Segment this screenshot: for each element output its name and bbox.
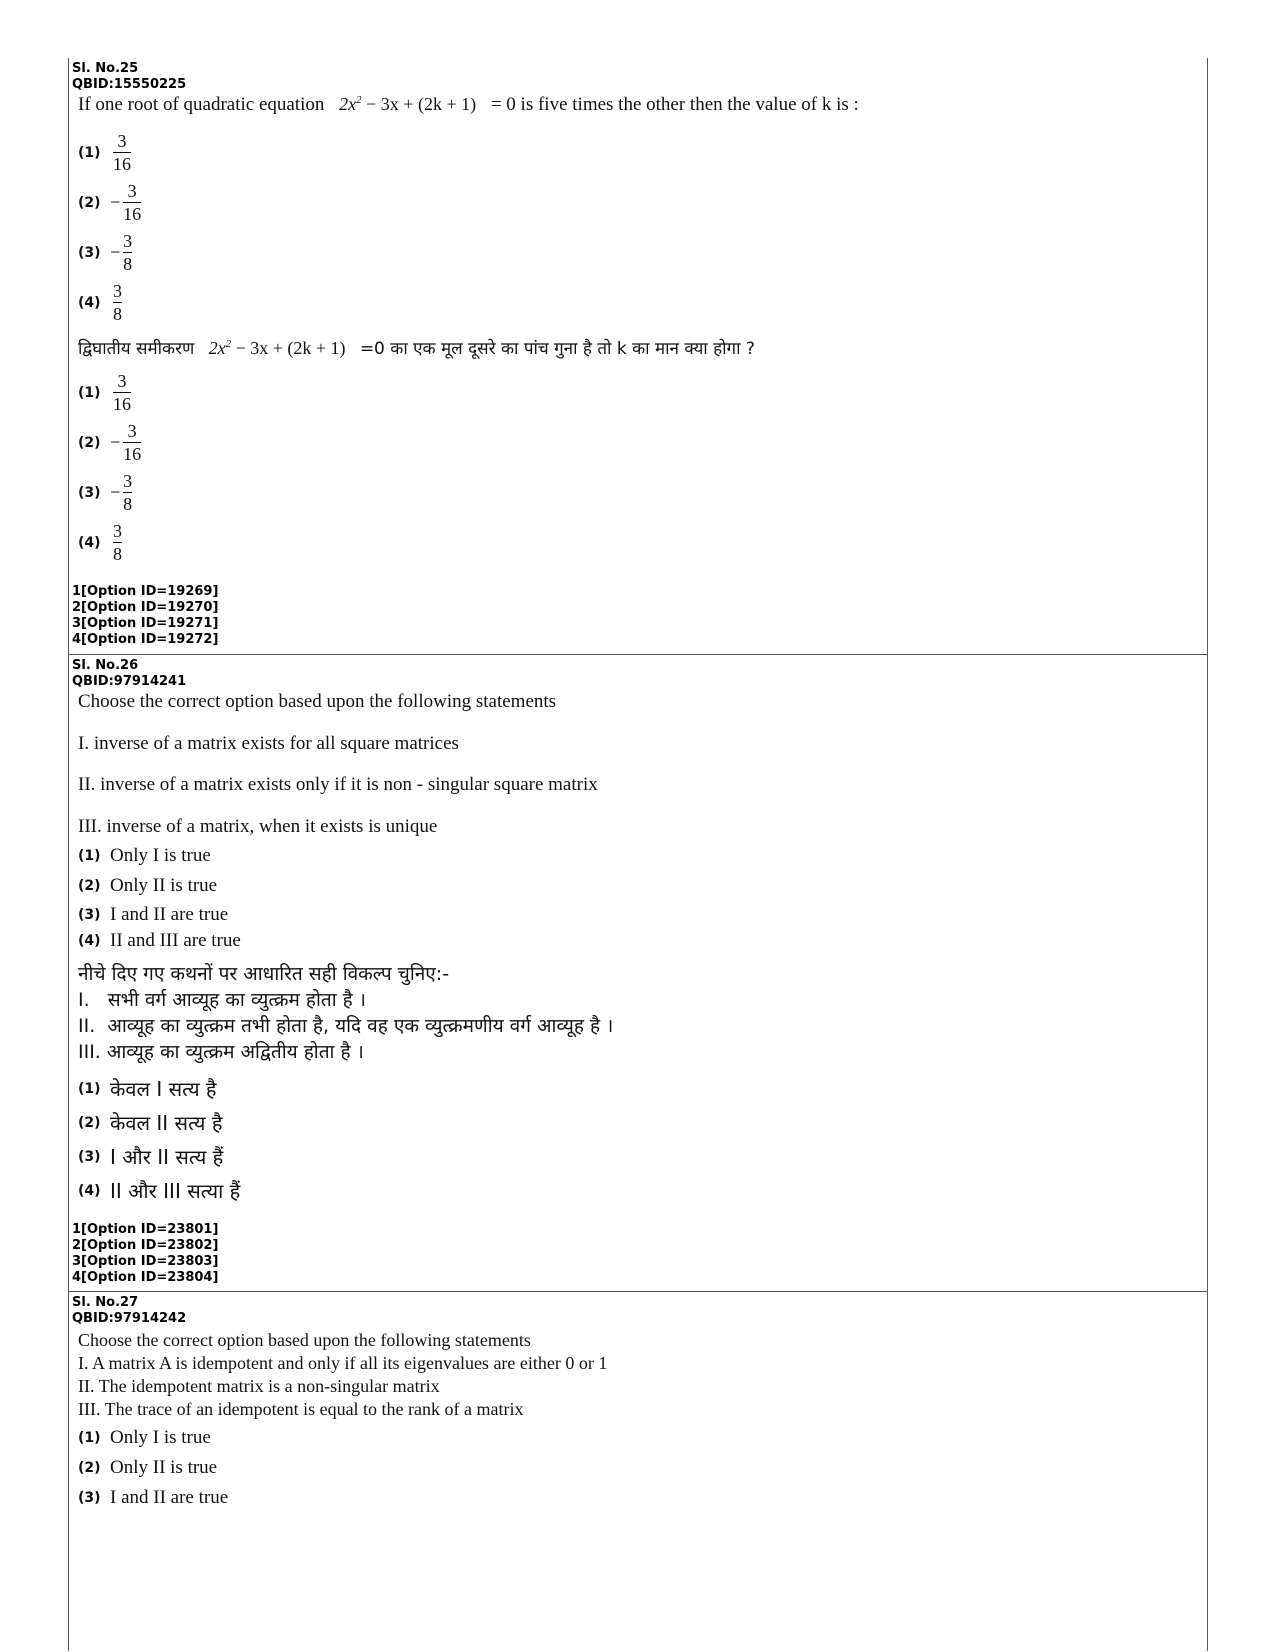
- option-3-en: (3) I and II are true: [78, 1487, 229, 1508]
- serial-number: Sl. No.27: [72, 1295, 139, 1310]
- option-1-hi: (1) केवल I सत्य है: [78, 1077, 217, 1101]
- statement-3-en: III. inverse of a matrix, when it exists is unique: [78, 816, 438, 837]
- equation: $2x^2 - 3x + (2k + 1)$: [339, 94, 477, 114]
- option-2-en: (2) − $\frac{3}{16}$: [78, 181, 142, 224]
- question-26: [69, 654, 1207, 1292]
- question-stem-en: If one root of quadratic equation $2x^2 - 3x + (2k + 1) = 0$ is five times the other then the value of k is :: [78, 94, 859, 115]
- option-3-en: (3) I and II are true: [78, 904, 229, 925]
- option-2-en: (2) Only II is true: [78, 875, 218, 896]
- qbid: QBID:15550225: [72, 77, 187, 92]
- option-id-list: 1[Option ID=23801] 2[Option ID=23802] 3[Option ID=23803] 4[Option ID=23804]: [72, 1222, 219, 1285]
- fraction: $\frac{3}{8}$: [113, 521, 122, 564]
- option-4-hi: (4) II और III सत्या हैं: [78, 1179, 241, 1203]
- option-2-hi: (2) − $\frac{3}{16}$: [78, 421, 142, 464]
- option-1-hi: (1) $\frac{3}{16}$: [78, 371, 131, 414]
- question-27: [69, 1291, 1207, 1652]
- option-2-hi: (2) केवल II सत्य है: [78, 1111, 223, 1135]
- option-1-en: (1) Only I is true: [78, 1427, 211, 1448]
- statement-1-hi: I. सभी वर्ग आव्यूह का व्युत्क्रम होता है ।: [78, 989, 366, 1011]
- fraction: $\frac{3}{16}$: [123, 421, 142, 464]
- fraction: $\frac{3}{8}$: [123, 231, 133, 274]
- option-4-en: (4) $\frac{3}{8}$: [78, 281, 122, 324]
- statement-1-en: I. A matrix A is idempotent and only if all its eigenvalues are either 0 or 1: [78, 1353, 608, 1373]
- option-3-hi: (3) I और II सत्य हैं: [78, 1145, 224, 1169]
- question-stem-hi: नीचे दिए गए कथनों पर आधारित सही विकल्प चुनिए:-: [78, 963, 450, 985]
- option-id-list: 1[Option ID=19269] 2[Option ID=19270] 3[Option ID=19271] 4[Option ID=19272]: [72, 584, 219, 647]
- question-stem-en: Choose the correct option based upon the following statements: [78, 691, 557, 712]
- option-4-hi: (4) $\frac{3}{8}$: [78, 521, 122, 564]
- statement-3-en: III. The trace of an idempotent is equal to the rank of a matrix: [78, 1399, 524, 1419]
- option-2-en: (2) Only II is true: [78, 1457, 218, 1478]
- statement-3-hi: III. आव्यूह का व्युत्क्रम अद्वितीय होता है ।: [78, 1041, 364, 1063]
- statement-2-en: II. The idempotent matrix is a non-singular matrix: [78, 1376, 440, 1396]
- statement-2-en: II. inverse of a matrix exists only if it is non - singular square matrix: [78, 774, 598, 795]
- fraction: $\frac{3}{8}$: [123, 471, 133, 514]
- option-1-en: (1) $\frac{3}{16}$: [78, 131, 131, 174]
- option-1-en: (1) Only I is true: [78, 845, 211, 866]
- statement-2-hi: II. आव्यूह का व्युत्क्रम तभी होता है, यदि वह एक व्युत्क्रमणीय वर्ग आव्यूह है ।: [78, 1015, 614, 1037]
- serial-number: Sl. No.25: [72, 61, 139, 76]
- statement-1-en: I. inverse of a matrix exists for all square matrices: [78, 733, 459, 754]
- option-3-en: (3) − $\frac{3}{8}$: [78, 231, 133, 274]
- fraction: $\frac{3}{16}$: [113, 371, 131, 414]
- equation: $2x^2 - 3x + (2k + 1)$: [208, 338, 346, 358]
- fraction: $\frac{3}{16}$: [123, 181, 142, 224]
- fraction: $\frac{3}{16}$: [113, 131, 131, 174]
- qbid: QBID:97914242: [72, 1311, 187, 1326]
- question-paper-page: [68, 58, 1208, 1651]
- serial-number: Sl. No.26: [72, 658, 139, 673]
- qbid: QBID:97914241: [72, 674, 187, 689]
- question-25: [69, 58, 1207, 654]
- question-stem-en: Choose the correct option based upon the following statements: [78, 1330, 531, 1350]
- option-4-en: (4) II and III are true: [78, 930, 241, 951]
- option-3-hi: (3) − $\frac{3}{8}$: [78, 471, 133, 514]
- fraction: $\frac{3}{8}$: [113, 281, 122, 324]
- question-stem-hi: द्विघातीय समीकरण $2x^2 - 3x + (2k + 1) =0$ का एक मूल दूसरे का पांच गुना है तो k का मान क्या होगा ?: [78, 338, 755, 359]
